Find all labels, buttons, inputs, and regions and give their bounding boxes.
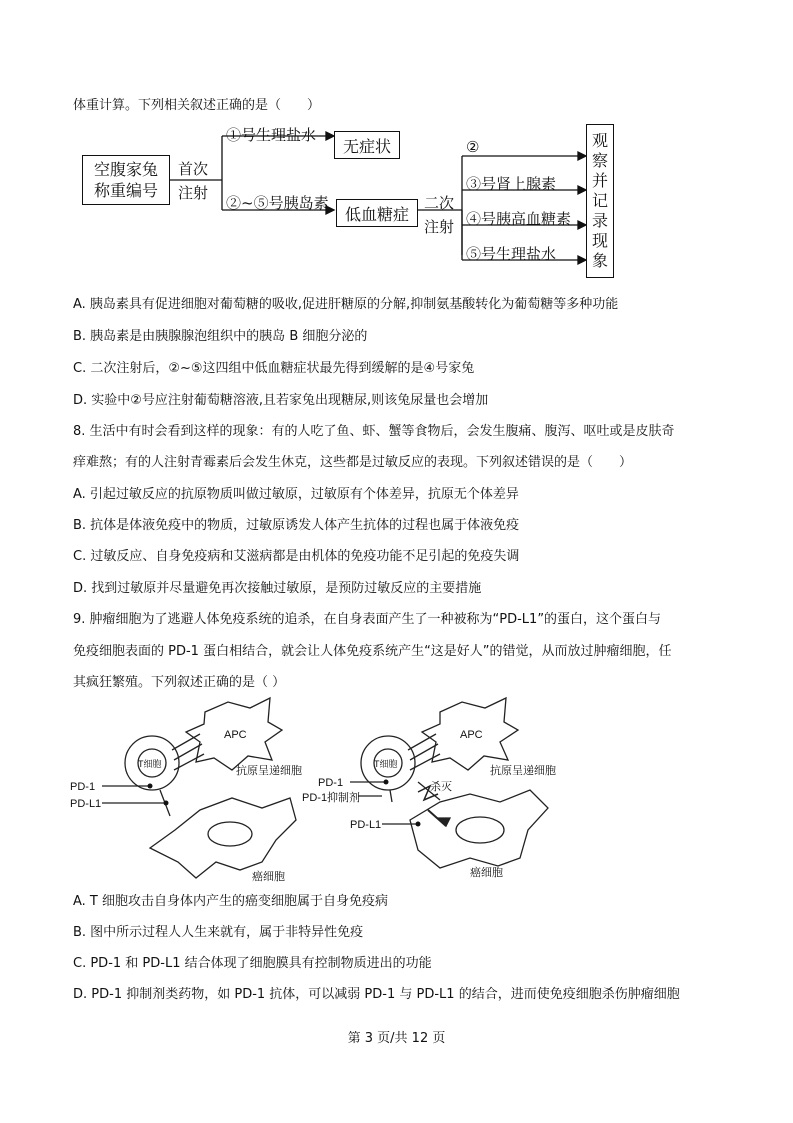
observe-char: 并 xyxy=(591,171,608,190)
start-box-line2: 称重编号 xyxy=(93,181,158,200)
q9-stem-line1: 9. 肿瘤细胞为了逃避人体免疫系统的追杀，在自身表面产生了一种被称为“PD-L1”的蛋白，这个蛋白与 xyxy=(73,612,662,627)
observe-char: 现 xyxy=(591,231,608,250)
second-item-5: ⑤号生理盐水 xyxy=(466,245,557,263)
second-item-4: ④号胰高血糖素 xyxy=(466,210,572,228)
q7-option-d: D. 实验中②号应注射葡萄糖溶液,且若家兔出现糖尿,则该兔尿量也会增加 xyxy=(73,393,489,408)
left-pdl1-label: PD-L1 xyxy=(70,798,102,810)
right-apc-cell-label: 抗原呈递细胞 xyxy=(490,765,556,777)
q8-option-b: B. 抗体是体液免疫中的物质，过敏原诱发人体产生抗体的过程也属于体液免疫 xyxy=(73,518,520,533)
left-cancer-cell xyxy=(150,798,296,878)
q9-option-c: C. PD-1 和 PD-L1 结合体现了细胞膜具有控制物质进出的功能 xyxy=(73,956,432,971)
second-item-2: ② xyxy=(466,138,480,156)
left-apc-label: APC xyxy=(224,729,247,741)
left-pd1-label: PD-1 xyxy=(70,781,96,793)
left-t-cell-label: T细胞 xyxy=(138,759,162,769)
branch1-label: ①号生理盐水 xyxy=(226,126,317,144)
q7-option-c: C. 二次注射后，②~⑤这四组中低血糖症状最先得到缓解的是④号家兔 xyxy=(73,361,475,376)
q8-stem-line2: 痒难熬；有的人注射青霉素后会发生休克，这些都是过敏反应的表现。下列叙述错误的是（ ） xyxy=(73,455,633,470)
q8-option-d: D. 找到过敏原并尽量避免再次接触过敏原，是预防过敏反应的主要措施 xyxy=(73,581,482,596)
observe-record-box xyxy=(586,124,614,278)
start-box-line1: 空腹家兔 xyxy=(93,160,158,179)
observe-char: 观 xyxy=(591,131,608,150)
kill-label: 杀灭 xyxy=(430,781,452,793)
pd1-inhibitor-label: PD-1抑制剂 xyxy=(302,792,361,804)
left-apc-cell-label: 抗原呈递细胞 xyxy=(236,765,302,777)
observe-char: 录 xyxy=(591,211,608,230)
no-symptom-box: 无症状 xyxy=(334,131,400,159)
q8-option-a: A. 引起过敏反应的抗原物质叫做过敏原，过敏原有个体差异，抗原无个体差异 xyxy=(73,487,519,502)
q9-option-b: B. 图中所示过程人人生来就有，属于非特异性免疫 xyxy=(73,925,364,940)
right-cancer-label: 癌细胞 xyxy=(470,867,503,879)
second-injection-label-1: 二次 xyxy=(424,194,455,212)
right-pdl1-label: PD-L1 xyxy=(350,819,382,831)
q8-stem-line1: 8. 生活中有时会看到这样的现象：有的人吃了鱼、虾、蟹等食物后，会发生腹痛、腹泻、呕吐或是皮肤奇 xyxy=(73,424,675,439)
observe-char: 记 xyxy=(591,191,608,210)
q9-option-d: D. PD-1 抑制剂类药物，如 PD-1 抗体，可以减弱 PD-1 与 PD-L1 的结合，进而使免疫细胞杀伤肿瘤细胞 xyxy=(73,987,680,1002)
q9-stem-line3: 其疯狂繁殖。下列叙述正确的是（ ） xyxy=(73,675,286,690)
start-box xyxy=(82,155,170,205)
branch2-label: ②~⑤号胰岛素 xyxy=(226,194,329,212)
first-injection-label-1: 首次 xyxy=(178,160,209,178)
right-pd1-label: PD-1 xyxy=(318,777,344,789)
q7-option-b: B. 胰岛素是由胰腺腺泡组织中的胰岛 B 细胞分泌的 xyxy=(73,329,368,344)
right-t-cell-label: T细胞 xyxy=(374,759,398,769)
hypoglycemia-box: 低血糖症 xyxy=(336,199,418,227)
left-cancer-label: 癌细胞 xyxy=(252,871,285,883)
pd1-mechanism-figure xyxy=(0,690,793,885)
observe-char: 象 xyxy=(591,251,608,270)
question7-stem-end: 体重计算。下列相关叙述正确的是（ ） xyxy=(73,98,321,113)
second-item-3: ③号肾上腺素 xyxy=(466,175,557,193)
first-injection-label-2: 注射 xyxy=(178,184,209,202)
q8-option-c: C. 过敏反应、自身免疫病和艾滋病都是由机体的免疫功能不足引起的免疫失调 xyxy=(73,549,520,564)
second-injection-label-2: 注射 xyxy=(424,218,455,236)
q9-option-a: A. T 细胞攻击自身体内产生的癌变细胞属于自身免疫病 xyxy=(73,894,389,909)
q7-option-a: A. 胰岛素具有促进细胞对葡萄糖的吸收,促进肝糖原的分解,抑制氨基酸转化为葡萄糖等多种功能 xyxy=(73,297,619,312)
page-footer: 第 3 页/共 12 页 xyxy=(347,1031,446,1046)
right-apc-label: APC xyxy=(460,729,483,741)
observe-char: 察 xyxy=(591,151,608,170)
q9-stem-line2: 免疫细胞表面的 PD-1 蛋白相结合，就会让人体免疫系统产生“这是好人”的错觉，从而放过肿瘤细胞，任 xyxy=(73,644,672,659)
right-cancer-cell xyxy=(410,790,548,868)
